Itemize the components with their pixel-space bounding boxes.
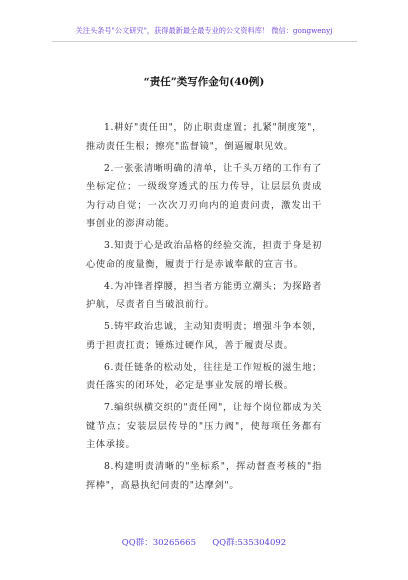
header-promo-text: 关注头条号"公文研究"，获得最新最全最专业的公文资料库！ 微信：gongwenyj bbox=[75, 26, 333, 35]
paragraph-4: 4.为冲锋者撑腰，担当者方能勇立潮头；为探路者护航，尽责者自当破浪前行。 bbox=[86, 280, 322, 310]
paragraph-3: 3.知责于心是政治品格的经验交流，担责于身是初心使命的度量衡，履责于行是赤诚奉献的宣言书。 bbox=[86, 240, 322, 270]
paragraph-5: 5.铸牢政治忠诚，主动知责明责；增强斗争本领，勇于担责扛责；锤炼过硬作风，善于履责尽责。 bbox=[86, 321, 322, 351]
paragraph-6: 6.责任链条的松动处，往往是工作短板的滋生地；责任落实的闭环处，必定是事业发展的增长极。 bbox=[86, 361, 322, 391]
paragraph-7: 7.编织纵横交织的"责任网"，让每个岗位都成为关键节点；安装层层传导的"压力阀"，使每项任务都有主体承接。 bbox=[86, 402, 322, 450]
header-divider bbox=[52, 41, 357, 42]
paragraph-1: 1.耕好"责任田"，防止职责虚置；扎紧"制度笼"，推动责任生根；擦亮"监督镜"，倒逼履职见效。 bbox=[86, 122, 322, 152]
document-body bbox=[86, 119, 322, 499]
footer-qq-groups: QQ群：30265665 QQ群:535304092 bbox=[121, 538, 287, 548]
paragraph-2: 2.一张张清晰明确的清单，让千头万绪的工作有了坐标定位；一级级穿透式的压力传导，让层层负责成为行动自觉；一次次刀刃向内的追责问责，激发出干事创业的澎湃动能。 bbox=[86, 162, 322, 229]
document-title: “责任”类写作金句(40例) bbox=[143, 76, 265, 88]
paragraph-8: 8.构建明责清晰的"坐标系"，挥动督查考核的"指挥棒"，高悬执纪问责的"达摩剑"。 bbox=[86, 461, 322, 491]
